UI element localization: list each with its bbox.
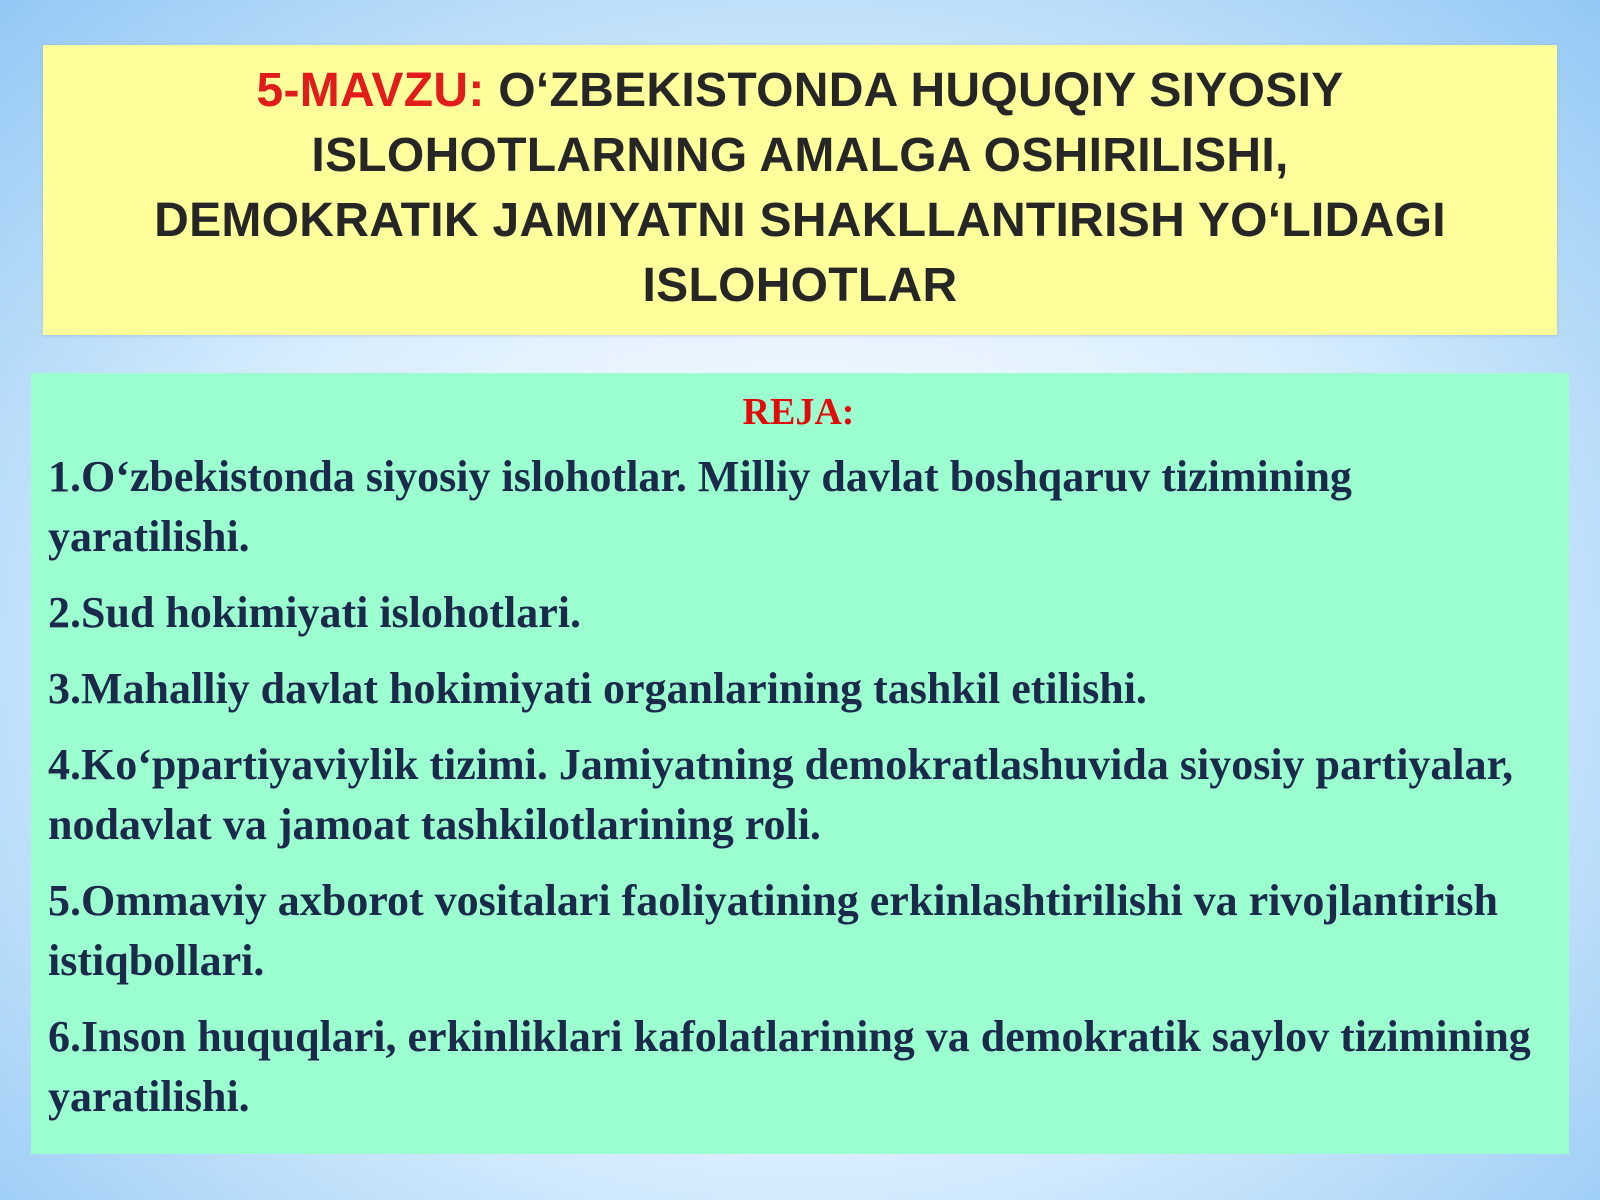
plan-item-3: 3.Mahalliy davlat hokimiyati organlarining tashkil etilishi. <box>48 664 1147 713</box>
plan-box <box>31 373 1569 1154</box>
plan-heading: REJA: <box>742 391 855 433</box>
plan-list <box>48 447 1549 1127</box>
plan-item-1: 1.O‘zbekistonda siyosiy islohotlar. Milliy davlat boshqaruv tizimining yaratilishi. <box>48 452 1352 561</box>
topic-number: 5-MAVZU: <box>256 64 485 117</box>
plan-item-6: 6.Inson huquqlari, erkinliklari kafolatlarining va demokratik saylov tizimining yaratilishi. <box>48 1012 1531 1121</box>
plan-item-2: 2.Sud hokimiyati islohotlari. <box>48 588 582 637</box>
plan-item-5: 5.Ommaviy axborot vositalari faoliyatining erkinlashtirilishi va rivojlantirish istiqbollari. <box>48 876 1499 985</box>
plan-item-4: 4.Ko‘ppartiyaviylik tizimi. Jamiyatning demokratlashuvida siyosiy partiyalar, nodavlat va jamoat tashkilotlarining roli. <box>48 740 1514 849</box>
slide-title <box>150 58 1450 318</box>
title-text: O‘ZBEKISTONDA HUQUQIY SIYOSIY ISLOHOTLARNING AMALGA OSHIRILISHI, DEMOKRATIK JAMIYATNI SHAKLLANTIRISH YO‘LIDAGI ISLOHOTLAR <box>154 64 1446 312</box>
title-box <box>43 45 1557 335</box>
